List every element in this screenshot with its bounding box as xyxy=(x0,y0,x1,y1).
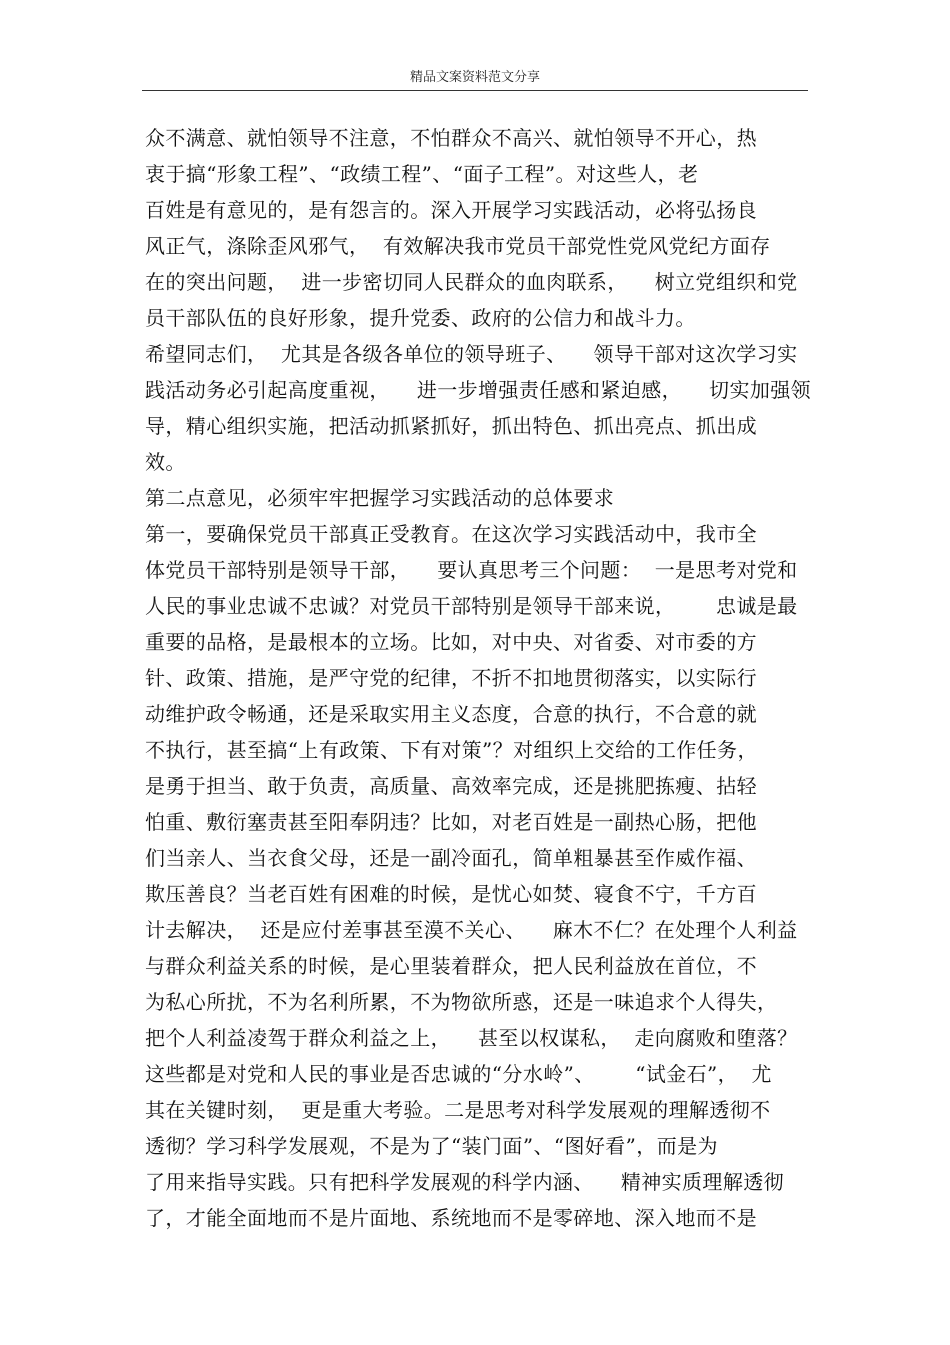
text-line: 希望同志们， 尤其是各级各单位的领导班子、 领导干部对这次学习实 xyxy=(145,342,798,366)
text-line: 导，精心组织实施，把活动抓紧抓好，抓出特色、抓出亮点、抓出成 xyxy=(145,414,757,438)
text-line: 了用来指导实践。只有把科学发展观的科学内涵、 精神实质理解透彻 xyxy=(145,1170,785,1194)
text-line: 针、政策、措施，是严守党的纪律，不折不扣地贯彻落实，以实际行 xyxy=(145,666,757,690)
text-line: 重要的品格，是最根本的立场。比如，对中央、对省委、对市委的方 xyxy=(145,630,757,654)
section-heading: 第二点意见，必须牢牢把握学习实践活动的总体要求 xyxy=(145,486,615,510)
text-line: 不执行，甚至搞“上有政策、下有对策”？对组织上交给的工作任务， xyxy=(145,738,758,762)
text-line: 践活动务必引起高度重视， 进一步增强责任感和紧迫感， 切实加强领 xyxy=(145,378,812,402)
text-line: 效。 xyxy=(145,450,186,474)
text-line: 为私心所扰，不为名利所累，不为物欲所惑，还是一味追求个人得失， xyxy=(145,990,778,1014)
text-line: 人民的事业忠诚不忠诚？对党员干部特别是领导干部来说， 忠诚是最 xyxy=(145,594,798,618)
text-line: 这些都是对党和人民的事业是否忠诚的“分水岭”、 “试金石”， 尤 xyxy=(145,1062,772,1086)
text-line: 与群众利益关系的时候，是心里装着群众，把人民利益放在首位，不 xyxy=(145,954,757,978)
text-line: 百姓是有意见的，是有怨言的。深入开展学习实践活动，必将弘扬良 xyxy=(145,198,757,222)
text-line: 欺压善良？当老百姓有困难的时候，是忧心如焚、寝食不宁，千方百 xyxy=(145,882,757,906)
text-line: 把个人利益凌驾于群众利益之上， 甚至以权谋私， 走向腐败和堕落？ xyxy=(145,1026,798,1050)
text-line: 体党员干部特别是领导干部， 要认真思考三个问题： 一是思考对党和 xyxy=(145,558,798,582)
page-header: 精品文案资料范文分享 xyxy=(409,70,540,85)
header-divider xyxy=(142,90,808,91)
text-line: 了，才能全面地而不是片面地、系统地而不是零碎地、深入地而不是 xyxy=(145,1206,757,1230)
document-body xyxy=(145,120,815,1236)
text-line: 动维护政令畅通，还是采取实用主义态度，合意的执行，不合意的就 xyxy=(145,702,757,726)
text-line: 其在关键时刻， 更是重大考验。二是思考对科学发展观的理解透彻不 xyxy=(145,1098,771,1122)
text-line: 计去解决， 还是应付差事甚至漠不关心、 麻木不仁？在处理个人利益 xyxy=(145,918,798,942)
text-line: 衷于搞“形象工程”、“政绩工程”、“面子工程”。对这些人，老 xyxy=(145,162,699,186)
text-line: 在的突出问题， 进一步密切同人民群众的血肉联系， 树立党组织和党 xyxy=(145,270,798,294)
text-line: 们当亲人、当衣食父母，还是一副冷面孔，简单粗暴甚至作威作福、 xyxy=(145,846,757,870)
text-line: 风正气，涤除歪风邪气， 有效解决我市党员干部党性党风党纪方面存 xyxy=(145,234,771,258)
text-line: 是勇于担当、敢于负责，高质量、高效率完成，还是挑肥拣瘦、拈轻 xyxy=(145,774,757,798)
text-line: 员干部队伍的良好形象，提升党委、政府的公信力和战斗力。 xyxy=(145,306,696,330)
text-line: 第一，要确保党员干部真正受教育。在这次学习实践活动中，我市全 xyxy=(145,522,757,546)
text-line: 怕重、敷衍塞责甚至阳奉阴违？比如，对老百姓是一副热心肠，把他 xyxy=(145,810,757,834)
text-line: 透彻？学习科学发展观，不是为了“装门面”、“图好看”，而是为 xyxy=(145,1134,718,1158)
text-line: 众不满意、就怕领导不注意，不怕群众不高兴、就怕领导不开心，热 xyxy=(145,126,757,150)
